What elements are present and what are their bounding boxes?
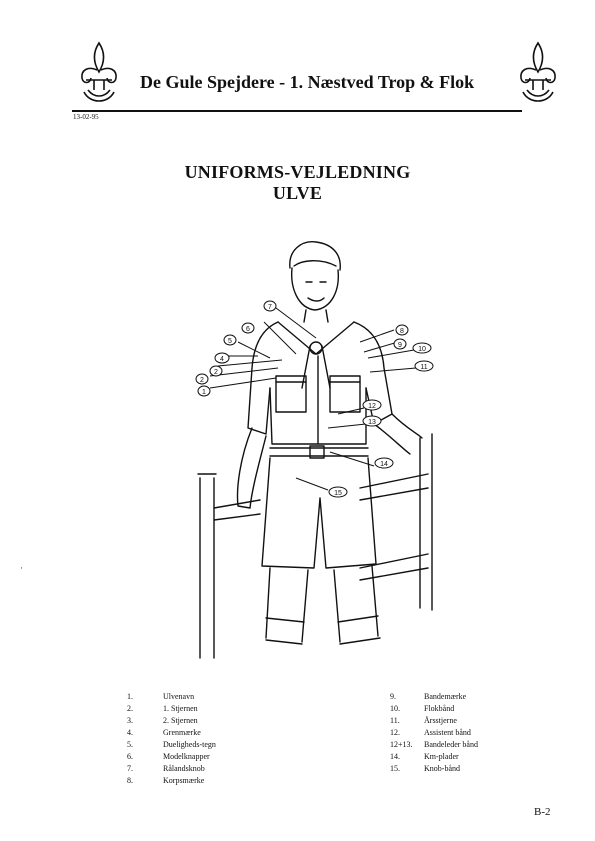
document-subtitle: ULVE xyxy=(272,183,323,203)
scout-fleur-de-lis-emblem-right xyxy=(515,40,561,106)
callout-label: 11 xyxy=(420,364,428,371)
legend-left xyxy=(127,691,216,787)
legend-number: 1. xyxy=(127,692,133,701)
legend-number: 11. xyxy=(390,716,400,725)
legend-item xyxy=(127,691,216,703)
legend-label: Km-plader xyxy=(424,752,459,761)
legend-item xyxy=(127,739,216,751)
legend-label: Ulvenavn xyxy=(163,692,195,701)
legend-label: 2. Stjernen xyxy=(163,716,198,725)
callout-label: 9 xyxy=(398,342,402,349)
header-divider xyxy=(72,110,522,112)
callout-label: 10 xyxy=(418,346,426,353)
legend-label: Dueligheds-tegn xyxy=(163,740,216,749)
legend-item xyxy=(127,715,216,727)
legend-label: Modelknapper xyxy=(163,752,210,761)
legend-number: 15. xyxy=(390,764,400,773)
legend-item xyxy=(390,739,478,751)
legend-number: 12+13. xyxy=(390,740,413,749)
legend-item xyxy=(390,727,478,739)
legend-number: 2. xyxy=(127,704,133,713)
legend-item xyxy=(390,763,478,775)
callout-label: 13 xyxy=(368,419,376,426)
callout-label: 7 xyxy=(268,304,272,311)
legend-item xyxy=(390,691,478,703)
legend-number: 4. xyxy=(127,728,133,737)
legend-label: Årsstjerne xyxy=(424,716,457,725)
legend-number: 7. xyxy=(127,764,133,773)
legend-label: Bandeleder bånd xyxy=(424,740,478,749)
legend-right xyxy=(390,691,478,775)
callout-label: 1 xyxy=(202,389,206,396)
legend-item xyxy=(390,703,478,715)
legend-number: 3. xyxy=(127,716,133,725)
legend-label: Grenmærke xyxy=(163,728,201,737)
callout-label: 5 xyxy=(228,338,232,345)
legend-item xyxy=(127,775,216,787)
page-number: B-2 xyxy=(534,806,551,818)
header-title: De Gule Spejdere - 1. Næstved Trop & Flok xyxy=(140,72,475,92)
callout-label: 14 xyxy=(380,461,388,468)
legend-label: Assistent bånd xyxy=(424,728,471,737)
callout-label: 8 xyxy=(400,328,404,335)
legend-label: Knob-bånd xyxy=(424,764,460,773)
legend-item xyxy=(127,763,216,775)
document-date: 13-02-95 xyxy=(73,113,99,121)
legend-item xyxy=(390,751,478,763)
legend-number: 6. xyxy=(127,752,133,761)
scout-fleur-de-lis-emblem-left xyxy=(76,40,122,106)
callout-label: 6 xyxy=(246,326,250,333)
legend-number: 8. xyxy=(127,776,133,785)
callout-label: 2 xyxy=(214,369,218,376)
legend-number: 5. xyxy=(127,740,133,749)
scan-speck: · xyxy=(20,563,23,573)
callout-label: 4 xyxy=(220,356,224,363)
legend-item xyxy=(390,715,478,727)
cub-scout-uniform-illustration xyxy=(170,238,455,663)
legend-item xyxy=(127,751,216,763)
callout-label: 12 xyxy=(368,403,376,410)
legend-label: Bandemærke xyxy=(424,692,467,701)
legend-label: Korpsmærke xyxy=(163,776,205,785)
legend-item xyxy=(127,703,216,715)
document-title: UNIFORMS-VEJLEDNING xyxy=(184,162,411,182)
legend-number: 10. xyxy=(390,704,400,713)
legend-label: 1. Stjernen xyxy=(163,704,198,713)
callout-label: 15 xyxy=(334,490,342,497)
legend-number: 12. xyxy=(390,728,400,737)
legend-number: 9. xyxy=(390,692,396,701)
legend-label: Rålandsknob xyxy=(163,764,205,773)
legend-label: Flokbånd xyxy=(424,704,455,713)
callout-label: 2 xyxy=(200,377,204,384)
legend-number: 14. xyxy=(390,752,400,761)
legend-item xyxy=(127,727,216,739)
